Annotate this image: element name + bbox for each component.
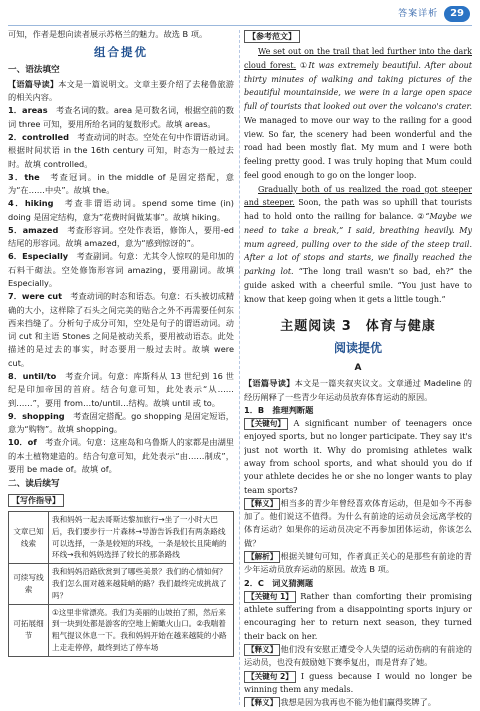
header-label: 答案详析 [398,8,439,19]
guide-text: 本文是一篇说明文。文章主要介绍了去秘鲁旅游的相关内容。 [8,78,234,103]
translation [244,643,472,670]
essay-marker: ① [296,60,309,70]
page-header [398,4,470,24]
reading-guide [8,78,234,105]
answer-item [8,197,234,224]
part1-heading: 一、语法填空 [8,64,60,75]
answer-text: 考查固定搭配。go shopping 是固定短语，意为“购物”。故填 shopping。 [8,410,234,435]
table-row [9,604,234,656]
sample-essay [244,45,472,306]
essay-italic: It was extremely beautiful. After about thirty minutes of walking and taking pictures of the beautiful mountainside, we were in a large open space full of tourists that looked out over the volcano's crater. [244,60,472,111]
answer-lead: 1．areas [8,105,48,116]
table-value: 我和妈妈一起去哥斯达黎加旅行→坐了一小时大巴后，我们要步行一片森林→导游告诉我们有两条路线可以选择，一条是较短的环线，一条是较长且陡峭的环线→我和妈妈选择了较长的那条路线 [49,512,234,564]
answer-text: 考查名词的数。area 是可数名词，根据空前的数词 three 可知，要用所给名词的复数形式。故填 areas。 [8,105,234,129]
key-sentence [244,417,472,497]
answer-text: 考查非谓语动词。spend some time (in) doing 是固定结构，意为“花费时间做某事”。故填 hiking。 [8,198,234,222]
sub-title: 阅读提优 [333,341,382,356]
essay-text: “The long trail wasn't so bad, eh?” the guide asked with a cheerful smile. “You just have to know that keep going when it gets a little tough.” [244,267,472,304]
table-key: 可拓展细节 [9,604,49,656]
essay-text: We managed to move our way to the railing for a good view. So far, the scenery had been wonderful and the road had been mostly flat. My mum and I were both feeling pretty good. I was truly hoping that Mum could feel good enough to go on the longer loop. [244,115,472,180]
key-sentence [244,590,472,643]
essay-paragraph [244,45,472,183]
answer-lead: 9．shopping [8,410,65,421]
translation-tag: 【释义】 [244,644,280,656]
question-2-heading: 2．C 词义猜测题 [244,577,314,588]
table-key: 可续写线索 [9,564,49,604]
answer-text: 考查冠词。in the middle of 是固定搭配，意为“在……中央”。故填 the。 [8,171,234,196]
answer-lead: 8．until/to [8,371,57,382]
answer-lead: 3．the [8,171,40,182]
guide-tag: 【语篇导读】 [8,78,59,89]
part2-heading: 二、读后续写 [8,479,60,490]
answer-lead: 6．Especially [8,251,69,262]
table-value: ①这里非常漂亮。我们为美丽的山坡拍了照，然后来到一块到处都是游客的空地上俯瞰火山口。②我喘着粗气提议休息一下。我和妈妈开始在越来越陡的小路上走走停停，最终到达了停车场 [49,604,234,656]
key-tag: 【关键句】 [244,418,288,430]
section-title: 组合提优 [94,45,148,60]
answer-item [8,224,234,251]
answer-item [8,436,234,476]
translation-tag: 【释义】 [244,498,280,510]
analysis-tag: 【解析】 [244,551,280,563]
answer-list [8,104,234,476]
reading-guide [244,377,472,404]
header-rule [8,25,472,26]
table-value: 我和妈妈沿路欣赏到了哪些美景？我们的心情如何？我们怎么面对越来越陡峭的路？我们最终完成挑战了吗？ [49,564,234,604]
writing-guide-table [8,511,234,656]
essay-opening-line: Gradually both of us realized the road got steeper and steeper. [244,184,472,208]
answer-lead: 5．amazed [8,224,59,235]
analysis [244,550,472,577]
analysis-text: 根据关键句可知，作者真正关心的是那些有前途的青少年运动员放弃运动的原因。故选 B 项。 [244,550,472,575]
table-key: 文章已知线索 [9,512,49,564]
essay-text: Soon, the path was so uphill that tourists had to hold onto the railing for balance. ② [244,198,472,221]
key-tag: 【关键句 2】 [244,671,296,683]
theme-title: 主题阅读 3 体育与健康 [280,319,436,335]
answer-text: 考查动词的时态。空处在句中作谓语动词。根据时间状语 in the 16th century 可知，时态为一般过去时。故填 controlled。 [8,131,234,169]
writing-guide-tag: 【写作指导】 [8,494,64,507]
sample-essay-tag: 【参考范文】 [244,30,300,43]
answer-item [8,370,234,410]
answer-item [8,131,234,171]
translation-text: 他们没有安慰正遭受令人失望的运动伤病的有前途的运动员，也没有鼓励她下赛季复出，而是背弃了她。 [244,643,472,668]
passage-letter: A [354,362,362,373]
answer-lead: 4．hiking [8,198,54,209]
key-text: Rather than comforting their promising athlete suffering from a disappointing sports injury or encouraging her to return next season, they turned their back on her. [244,590,472,641]
table-row [9,512,234,564]
key-tag: 【关键句 1】 [244,591,296,603]
answer-lead: 7．were cut [8,291,63,302]
answer-item [8,171,234,198]
right-column [244,28,472,707]
translation-tag: 【释义】 [244,697,280,707]
left-column [8,28,234,707]
answer-text: 考查动词的时态和语态。句意：石头被切成精确的大小，这样除了石头之间完美的贴合之外不再需要任何东西来挡缝了。分析句子成分可知，空处是句子的谓语动词。动词 cut 和主语 Stones 之间是被动关系，要用被动语态。此处描述的是过去的事实，时态要用一般过去时。故填 were cut。 [8,291,234,368]
essay-opening-line: We set out on the trail that led further into the dark cloud forest. [244,47,472,70]
answer-item [8,410,234,437]
answer-lead: 10．of [8,437,37,448]
answer-item [8,290,234,370]
answer-item [8,250,234,290]
answer-text: 考查介词。句意：这座岛和乌鲁斯人的家都是由湖里的本土植物建造的。结合句意可知，此处表示“由……制成”，要用 be made of。故填 of。 [8,437,234,474]
translation-text: 相当多的青少年曾经喜欢体育运动，但是如今不再参加了。他们说这不值得。为什么有前途的运动员会远离学校的体育运动？如果你的运动员决定不再参加团体运动，你该怎么做？ [244,497,472,548]
answer-item [8,104,234,131]
answer-text: 考查介词。句意：库斯科从 13 世纪到 16 世纪是印加帝国的首府。结合句意可知，此处表示“从……到……”，要用 from…to/until…结构。故填 until 或 to。 [8,371,234,408]
answer-lead: 2．controlled [8,131,69,142]
translation [244,497,472,550]
essay-italic: “Maybe we need to take a break,” I said, breathing heavily. My mum agreed, pulling over to the side of the steep trail. After a lot of stops and starts, we finally reached the parking lot. [244,212,472,276]
essay-paragraph [244,183,472,307]
translation [244,696,472,707]
guide-tag: 【语篇导读】 [244,378,295,389]
column-divider [239,30,240,705]
question-1-heading: 1．B 推理判断题 [244,404,314,415]
page-number: 29 [444,6,470,22]
answer-text: 考查副词。句意：尤其令人惊叹的是印加的石料干砌法。空处修饰形容词 amazing，要用副词。故填 Especially。 [8,251,234,289]
translation-text: 我想是因为我再也不能为他们赢得奖牌了。 [280,697,436,707]
key-text: I guess because I would no longer be winning them any medals. [244,670,472,694]
intro-text: 可知，作者是想向读者展示苏格兰的魅力。故选 B 项。 [8,29,208,39]
key-sentence [244,670,472,697]
answer-text: 考查形容词。空处作表语，修饰人，要用-ed 结尾的形容词。故填 amazed，意为“感到惊讶的”。 [8,224,234,249]
key-text: A significant number of teenagers once enjoyed sports, but no longer participate. They say it's just not worth it. Why do promising athletes walk away from school sports, and what should you do if your athlete decides he or she no longer wants to play team sports? [244,418,472,495]
table-row [9,564,234,604]
guide-text: 本文是一篇夹叙夹议文。文章通过 Madeline 的经历阐释了一些青少年运动员放弃体育运动的原因。 [244,378,472,402]
